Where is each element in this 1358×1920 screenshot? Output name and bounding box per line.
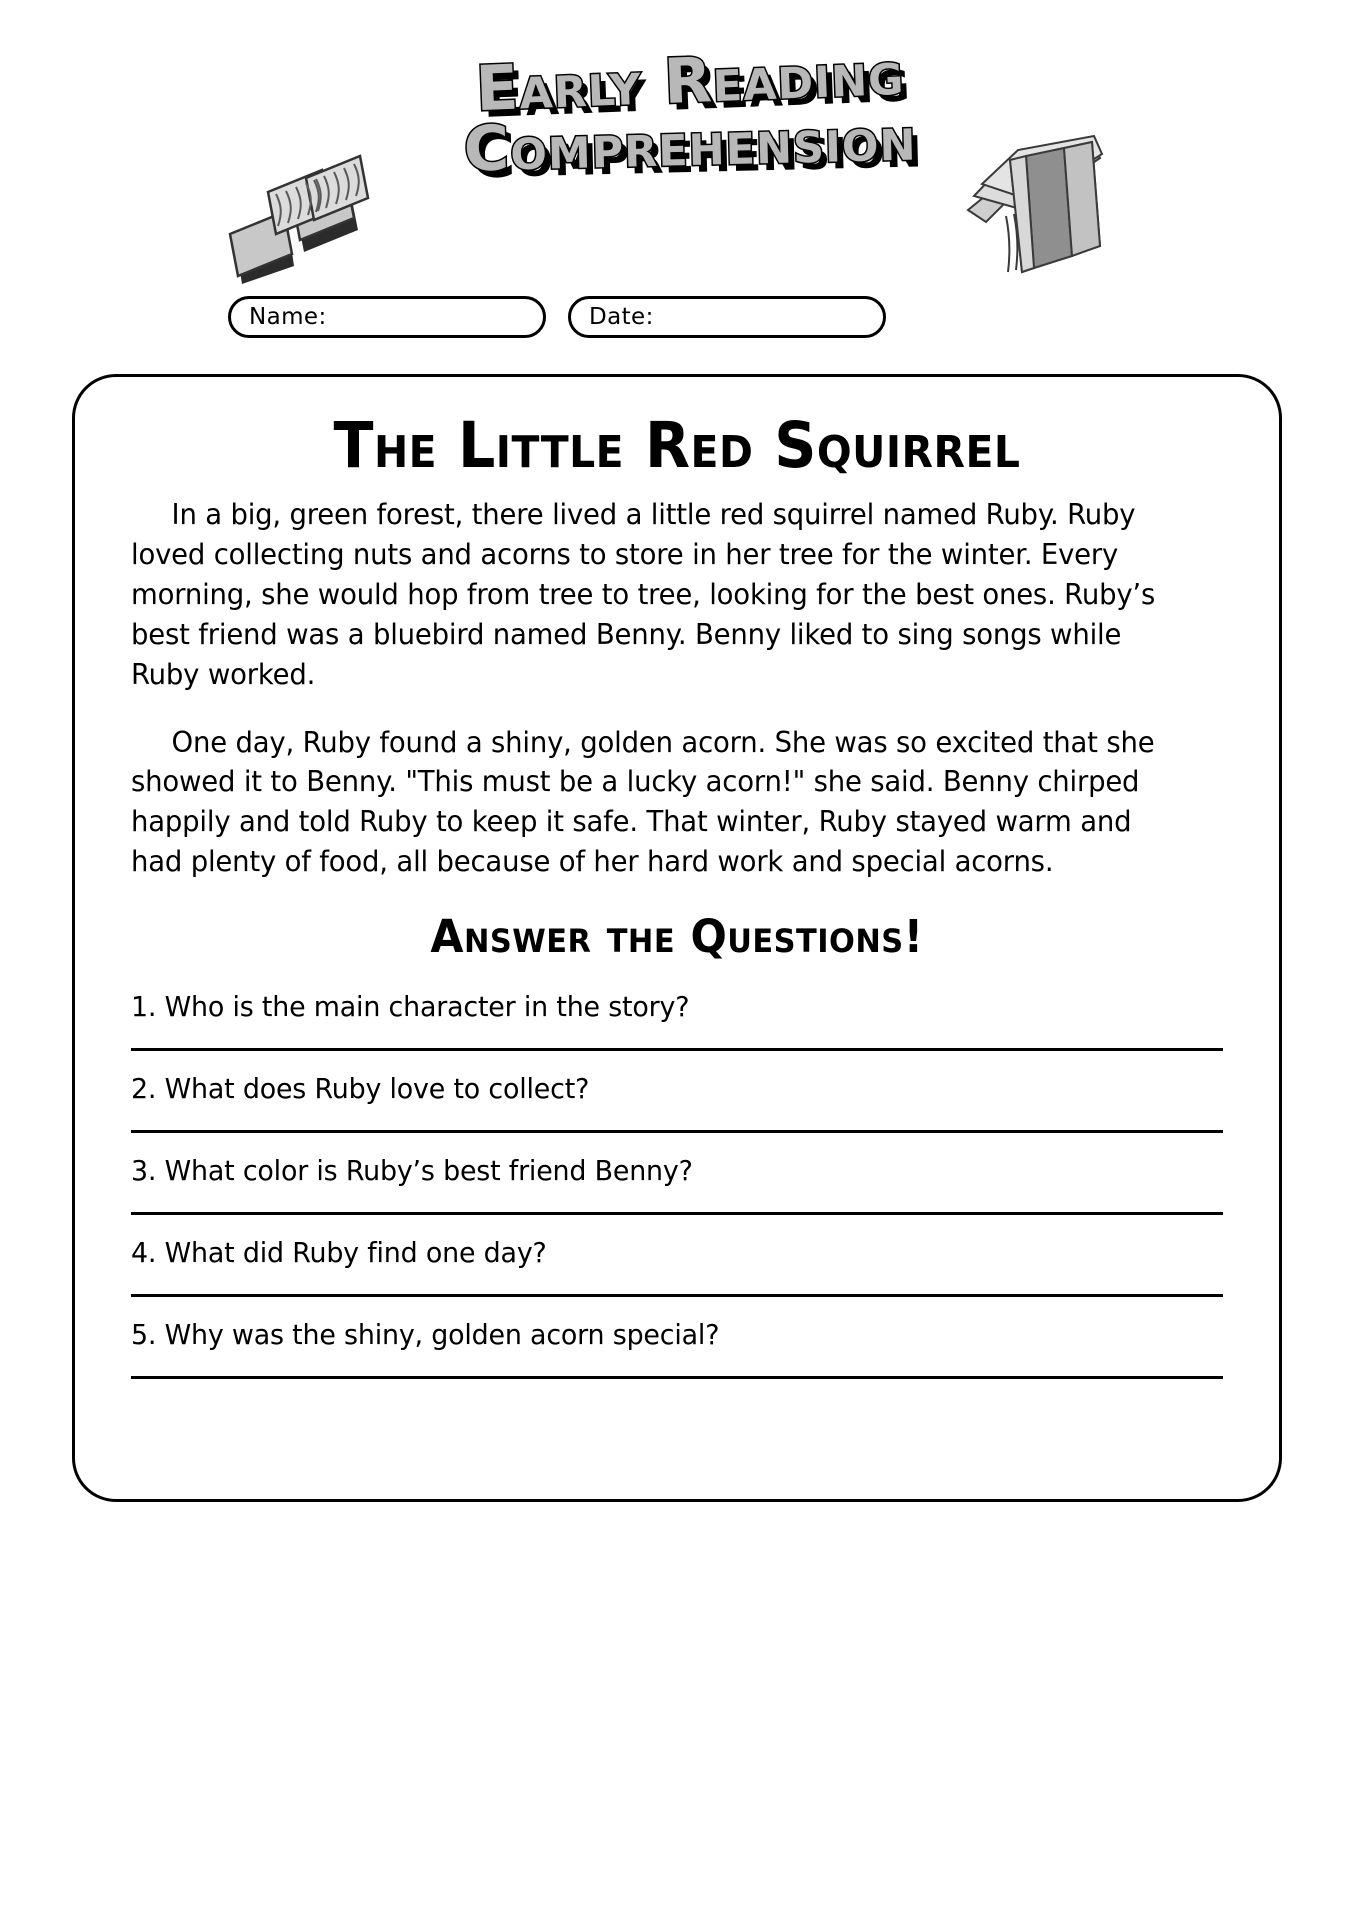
date-field[interactable] [568,296,886,338]
worksheet-banner [0,35,1358,242]
question-item [131,1235,1223,1297]
question-item [131,989,1223,1051]
student-info-row [228,296,888,338]
question-text: 2. What does Ruby love to collect? [131,1072,590,1106]
name-field[interactable] [228,296,546,338]
answer-line[interactable] [131,1212,1223,1215]
banner-title-line-2: Comprehension [462,101,918,186]
date-field-label: Date: [589,304,654,330]
answer-line[interactable] [131,1130,1223,1133]
story-paragraph-1: In a big, green forest, there lived a little red squirrel named Ruby. Ruby loved collecting nuts and acorns to store in her tree for the winter. Every morning, she would hop from tree to tree, looking for the best ones. Ruby’s best friend was a bluebird named Benny. Benny liked to sing songs while Ruby worked. [131,498,1156,691]
question-text: 5. Why was the shiny, golden acorn special? [131,1318,720,1352]
banner-title [370,35,1010,186]
question-item [131,1071,1223,1133]
question-text: 1. Who is the main character in the story? [131,990,690,1024]
answer-line[interactable] [131,1294,1223,1297]
open-book-icon [222,134,382,284]
story-paragraph-2: One day, Ruby found a shiny, golden acorn. She was so excited that she showed it to Benny. "This must be a lucky acorn!" she said. Benny chirped happily and told Ruby to keep it safe. That winter, Ruby stayed warm and had plenty of food, all because of her hard work and special acorns. [131,725,1155,879]
question-item [131,1153,1223,1215]
story-title: The Little Red Squirrel [333,409,1021,482]
worksheet-content-card [72,374,1282,1502]
question-text: 4. What did Ruby find one day? [131,1236,547,1270]
banner-title-line-1: Early Reading [474,35,906,126]
question-text: 3. What color is Ruby’s best friend Benny? [131,1154,693,1188]
name-field-label: Name: [249,304,327,330]
stack-of-pages-icon [960,114,1110,284]
answer-line[interactable] [131,1376,1223,1379]
answer-line[interactable] [131,1048,1223,1051]
question-item [131,1317,1223,1379]
questions-heading: Answer the Questions! [430,910,924,964]
